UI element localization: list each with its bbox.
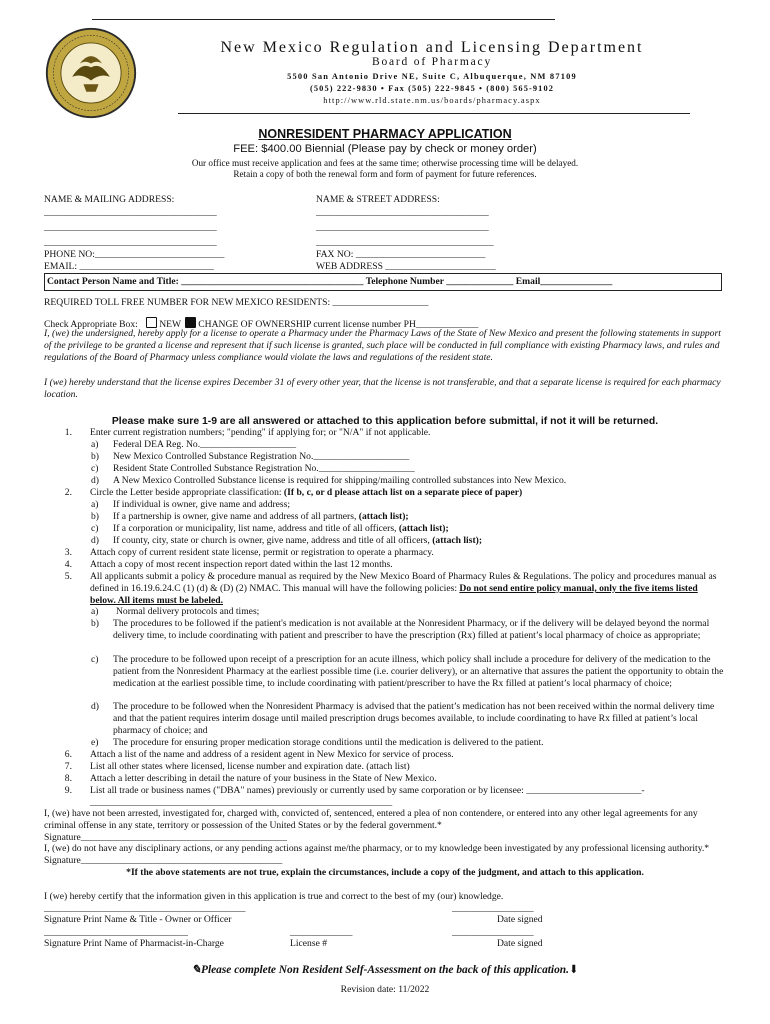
board-phones: (505) 222-9830 • Fax (505) 222-9845 • (800) 565-9102 [309,84,555,93]
item-2d-line [113,535,482,547]
footer-note [0,963,770,977]
item-7-text: List all other states where licensed, license number and expiration date. (attach list) [90,761,410,772]
item-2-note: (If b, c, or d please attach list on a separate piece of paper) [281,487,523,498]
item-1b-text[interactable]: New Mexico Controlled Substance Registration No.____________________ [113,451,410,462]
street-address-line-3[interactable]: _____________________________________ [316,237,494,248]
item-5e-text: The procedure for ensuring proper medication storage conditions until the medication is delivered to the patient. [113,737,544,748]
board-subtitle: Board of Pharmacy [371,56,493,68]
item-9-line[interactable]: _______________________________________________________________ [90,797,393,808]
item-2-text: Circle the Letter beside appropriate classification: [90,487,282,498]
item-3-text: Attach copy of current resident state license, permit or registration to operate a pharmacy. [90,547,434,558]
item-6-number: 6. [64,749,72,760]
item-2b-attach: (attach list); [358,511,409,522]
item-1d-letter: d) [91,475,99,486]
item-8-text: Attach a letter describing in detail the nature of your business in the State of New Mexico. [90,773,437,784]
street-address-line-2[interactable]: ____________________________________ [316,222,489,233]
item-2a-text: If individual is owner, give name and address; [113,499,291,510]
item-2c-line [113,523,449,535]
item-1a-text[interactable]: Federal DEA Reg. No.____________________ [113,439,297,450]
self-assessment-note: Please complete Non Resident Self-Assessment on the back of this application. [201,964,569,976]
fee-text: FEE: $400.00 Biennial (Please pay by check or money order) [233,143,537,155]
item-5b-letter: b) [91,618,99,629]
item-5a-text: Normal delivery protocols and times; [116,606,260,617]
item-5e-letter: e) [91,737,99,748]
owner-signature-label: Signature Print Name & Title - Owner or Officer [44,914,232,925]
item-5c-text: The procedure to be followed upon receipt of a prescription for an acute illness, which policy shall include a procedure for delivery of the medication to the patient from the Nonresident Pharmacy at the earliest possible time (i.e. courier delivery), or an alternative that assures the patient the opportunity to obtain the medication at the earliest possible time, to include coordinating with patient/prescriber to have the Rx filled at patient’s local pharmacy of choice; [113,654,724,689]
certify-statement: I (we) hereby certify that the information given in this application is true and correct to the best of my (our) knowledge. [44,891,504,902]
item-4-text: Attach a copy of most recent inspection report dated within the last 12 months. [90,559,393,570]
date-signed-line-1[interactable]: _________________ [452,903,534,914]
header-top-rule [92,19,555,20]
important-notice: Please make sure 1-9 are all answered or attached to this application before submittal, if not it will be returned. [111,416,659,427]
street-address-label: NAME & STREET ADDRESS: [316,194,440,205]
pointing-hand-icon: ✎ [191,964,201,976]
item-1c-text[interactable]: Resident State Controlled Substance Registration No.____________________ [113,463,415,474]
item-5d-letter: d) [91,701,99,712]
toll-free-field[interactable]: REQUIRED TOLL FREE NUMBER FOR NEW MEXICO RESIDENTS: ____________________ [44,297,429,308]
fax-field[interactable]: FAX NO: ___________________________ [316,249,486,260]
notice-line-2: Retain a copy of both the renewal form and form of payment for future references. [233,169,537,179]
header-bottom-rule [178,113,690,114]
new-checkbox[interactable] [146,317,157,328]
state-seal-icon [44,26,138,120]
change-ownership-label[interactable]: CHANGE OF OWNERSHIP current license number PH_____________ [198,319,479,330]
board-url[interactable]: http://www.rld.state.nm.us/boards/pharmacy.aspx [323,96,541,105]
item-5c-letter: c) [91,654,99,665]
item-2b-line [113,511,409,523]
item-1c-letter: c) [91,463,99,474]
date-signed-label-2: Date signed [497,938,543,949]
pic-signature-label: Signature Print Name of Pharmacist-in-Charge [44,938,224,949]
item-9-number: 9. [64,785,72,796]
item-2b-letter[interactable]: b) [91,511,99,522]
item-8-number: 8. [64,773,72,784]
street-address-line-1[interactable]: ____________________________________ [316,207,489,218]
item-1a-letter: a) [91,439,99,450]
item-5-number: 5. [64,571,72,582]
pic-signature-line[interactable]: ______________________________ [44,927,188,938]
item-5a-letter: a) [91,606,99,617]
item-2b-text: If a partnership is owner, give name and address of all partners, [113,511,359,522]
item-1-text: Enter current registration numbers; "pending" if applying for; or "N/A" if not applicable. [90,427,431,438]
notice-line-1: Our office must receive application and fees at the same time; otherwise processing time will be delayed. [191,158,579,168]
understand-statement: I (we) hereby understand that the license expires December 31 of every other year, that the license is not transferable, and that a separate license is required for each pharmacy location. [44,377,721,400]
date-signed-label-1: Date signed [497,914,543,925]
check-label: Check Appropriate Box: [44,319,138,330]
board-address: 5500 San Antonio Drive NE, Suite C, Albuquerque, NM 87109 [287,72,577,81]
item-2-line [90,487,522,499]
mailing-address-label: NAME & MAILING ADDRESS: [44,194,175,205]
item-5-paragraph [90,571,722,607]
item-2a-letter[interactable]: a) [91,499,99,510]
license-number-line[interactable]: _____________ [290,927,353,938]
item-1d-text: A New Mexico Controlled Substance license is required for shipping/mailing controlled substances into New Mexico. [113,475,567,486]
application-title: NONRESIDENT PHARMACY APPLICATION [258,127,512,141]
mailing-address-line-3[interactable]: ____________________________________ [44,237,217,248]
web-address-field[interactable]: WEB ADDRESS _______________________ [316,261,496,272]
item-5d-text: The procedure to be followed when the Nonresident Pharmacy is advised that the patient’s medication has not been received within the normal delivery time and that the patient requires interim dosage until mailed prescription drugs becomes available, to include coordinating to have Rx filled at patient’s local pharmacy of choice; and [113,701,715,736]
item-5-emphasis: Do not send entire policy manual, only the five items listed below. All items must be labeled. [90,582,698,606]
change-ownership-checkbox[interactable] [185,317,196,328]
owner-signature-line[interactable]: __________________________________________ [44,903,246,914]
item-5-text: All applicants submit a policy & procedure manual as required by the New Mexico Board of Pharmacy Rules & Regulations. The policy and procedures manual as defined in 16.19.6.24.C (1) (d) & (D) (2) NMAC. This manual will have the following policies: [90,571,717,594]
item-7-number: 7. [64,761,72,772]
item-2c-attach: (attach list); [398,523,449,534]
item-2c-letter[interactable]: c) [91,523,99,534]
phone-field[interactable]: PHONE NO:___________________________ [44,249,225,260]
item-5b-text: The procedures to be followed if the patient's medication is not available at the Nonresident Pharmacy, or if the delivery will be delayed beyond the normal delivery time, to include coordinating with patient and prescriber to have the prescription (Rx) filled at patient’s local pharmacy of choice as appropriate; [113,618,710,641]
apply-statement: I, (we) the undersigned, hereby apply for a license to operate a Pharmacy under the Pharmacy Laws of the State of New Mexico and present the following statements in support of the privilege to be granted a license and represent that if such license is granted, such place will be conducted in full compliance with existing Pharmacy laws, and rules and regulations of the Board of Pharmacy unless compliance would violate the laws and regulations of the resident state. [44,328,721,363]
item-2c-text: If a corporation or municipality, list name, address and title of all officers, [113,523,399,534]
disciplinary-statement[interactable]: I, (we) do not have any disciplinary actions, or any pending actions against me/the pharmacy, or to my knowledge been investigated by any professional licensing authority.* Signature__________________________________________ [44,843,710,866]
arrest-statement: I, (we) have not been arrested, investigated for, charged with, convicted of, sentenced, entered a plea of non contendere, or entered into any other legal agreements for any criminal offense in any state, territory or possession of the United States or by the federal government.* [44,808,698,831]
item-2d-attach: (attach list); [432,535,483,546]
item-1b-letter: b) [91,451,99,462]
mailing-address-line-1[interactable]: ____________________________________ [44,207,217,218]
item-9-text[interactable]: List all trade or business names ("DBA" names) previously or currently used by same corporation or by licensee: ________________________- [90,785,645,796]
revision-date: Revision date: 11/2022 [340,984,430,995]
arrow-down-icon: ⬇ [568,964,579,976]
department-title: New Mexico Regulation and Licensing Department [220,39,644,56]
mailing-address-line-2[interactable]: ____________________________________ [44,222,217,233]
new-label: NEW [159,319,181,330]
email-field[interactable]: EMAIL: ____________________________ [44,261,214,272]
license-number-label: License # [290,938,328,949]
item-2d-text: If county, city, state or church is owner, give name, address and title of all officers, [113,535,433,546]
false-statement-note: *If the above statements are not true, explain the circumstances, include a copy of the judgment, and attach to this application. [126,867,644,878]
contact-person-field[interactable]: Contact Person Name and Title: ______________________________________ Telephone Number ______________ Email_______________ [47,276,613,287]
item-2-number: 2. [64,487,72,498]
date-signed-line-2[interactable]: _________________ [452,927,534,938]
arrest-signature[interactable]: Signature___________________________________________ [44,832,288,843]
item-4-number: 4. [64,559,72,570]
item-6-text: Attach a list of the name and address of a resident agent in New Mexico for service of process. [90,749,454,760]
item-1-number: 1. [64,427,72,438]
item-2d-letter[interactable]: d) [91,535,99,546]
item-3-number: 3. [64,547,72,558]
